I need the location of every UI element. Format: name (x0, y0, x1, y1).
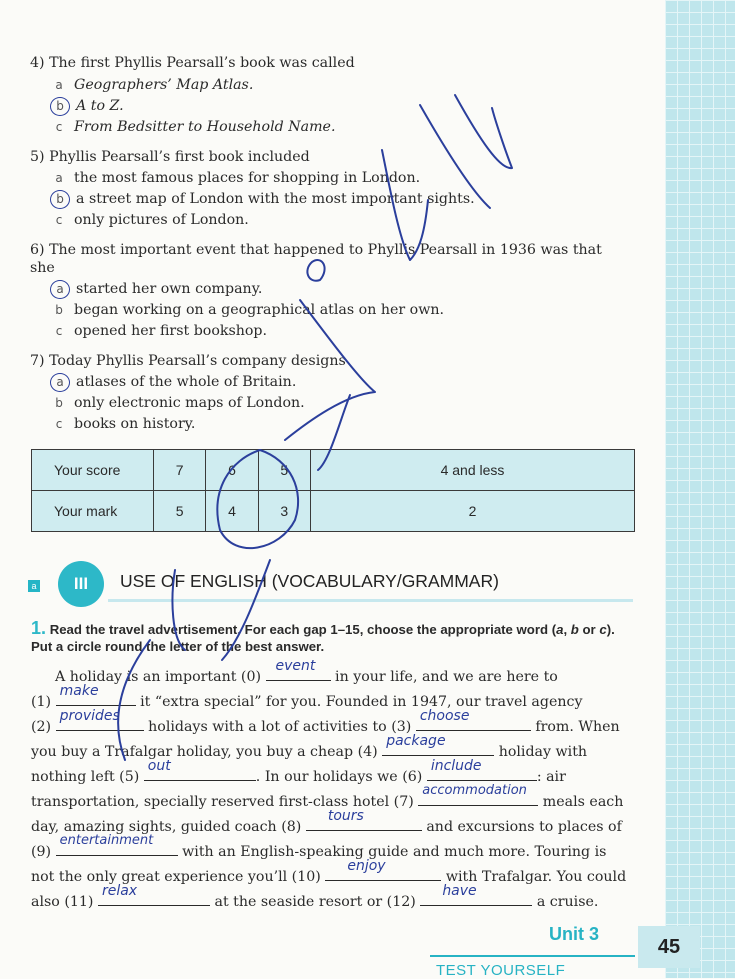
option-text: atlases of the whole of Britain. (76, 374, 297, 390)
question-6-stem: 6) The most important event that happened to Phyllis Pearsall in 1936 was that (30, 242, 602, 258)
table-cell: 5 (258, 450, 310, 491)
gap-9[interactable] (56, 833, 178, 856)
option-letter: c (55, 324, 63, 338)
question-7-option-a[interactable] (50, 372, 296, 393)
passage-line-5 (31, 758, 635, 790)
question-5-option-a[interactable] (50, 168, 420, 189)
passage-text: . In our holidays we (6) (255, 769, 423, 785)
option-text: A to Z. (76, 98, 124, 114)
passage-text: day, amazing sights, guided coach (8) (31, 819, 302, 835)
table-cell: 5 (154, 491, 206, 532)
gap-2[interactable] (56, 708, 144, 731)
passage-text: meals each (542, 794, 624, 810)
question-4-option-b[interactable] (50, 96, 124, 117)
option-text: began working on a geographical atlas on her own. (74, 302, 444, 318)
question-6-option-a[interactable] (50, 279, 262, 300)
score-table (31, 449, 635, 532)
row-label: Your score (32, 450, 154, 491)
passage-text: holidays with a lot of activities to (3) (148, 719, 412, 735)
option-text: started her own company. (76, 281, 263, 297)
question-7-option-b[interactable] (50, 393, 305, 414)
gap-12[interactable] (420, 883, 532, 906)
option-letter-circled: a (50, 280, 70, 299)
passage-line-4 (31, 733, 635, 765)
passage-line-3 (31, 708, 635, 740)
question-7-option-c[interactable] (50, 414, 195, 435)
gap-3[interactable] (416, 708, 531, 731)
question-6-option-b[interactable] (50, 300, 444, 321)
table-row (32, 491, 635, 532)
option-letter-circled: a (50, 373, 70, 392)
passage-text: nothing left (5) (31, 769, 140, 785)
option-text: opened her first bookshop. (74, 323, 268, 339)
handwritten-answer: package (386, 733, 446, 750)
gap-1[interactable] (56, 683, 136, 706)
instruction-italic: a (556, 622, 564, 637)
section-header (28, 561, 633, 605)
passage-text: (1) (31, 694, 52, 710)
handwritten-answer: include (430, 758, 482, 775)
option-text: books on history. (74, 416, 196, 432)
footer-rule (430, 955, 635, 957)
question-6-stem-continued: she (30, 260, 55, 276)
passage-text: you buy a Trafalgar holiday, you buy a cheap (4) (31, 744, 378, 760)
page-edge-grid (665, 0, 735, 978)
gap-8[interactable] (306, 808, 422, 831)
passage-text: it “extra special” for you. Founded in 1947, our travel agency (140, 694, 583, 710)
gap-5[interactable] (144, 758, 256, 781)
question-4-option-a[interactable] (50, 75, 253, 96)
question-5-option-b[interactable] (50, 189, 475, 210)
pen-stroke (307, 260, 324, 281)
option-letter: c (55, 417, 63, 431)
handwritten-answer: enjoy (347, 858, 386, 875)
option-text: From Bedsitter to Household Name. (74, 119, 336, 135)
passage-text: a cruise. (536, 894, 599, 910)
passage-text: also (11) (31, 894, 94, 910)
table-cell: 7 (154, 450, 206, 491)
question-6-option-c[interactable] (50, 321, 267, 342)
option-letter: a (55, 171, 63, 185)
question-5-stem: 5) Phyllis Pearsall’s first book included (30, 149, 310, 165)
gap-0[interactable] (266, 658, 331, 681)
passage-text: : air (536, 769, 566, 785)
passage-line-2 (31, 683, 635, 715)
instruction-text: Read the travel advertisement. For each gap 1–15, choose the appropriate word ( (49, 622, 557, 637)
passage-line-1 (55, 658, 635, 690)
handwritten-answer: out (147, 758, 171, 775)
option-letter: c (55, 213, 63, 227)
table-cell: 3 (258, 491, 310, 532)
passage-text: at the seaside resort or (12) (214, 894, 416, 910)
passage-text: transportation, specially reserved first-class hotel (7) (31, 794, 414, 810)
instruction-text: ). Put a circle round the letter of the best answer. (31, 622, 615, 654)
passage-text: in your life, and we are here to (335, 669, 558, 685)
option-letter: b (55, 396, 63, 410)
task-instruction: 1. Read the travel advertisement. For each gap 1–15, choose the appropriate word (a, b or c). Put a circle round the letter of the best answer. (31, 618, 615, 654)
section-underline (108, 599, 633, 602)
handwritten-answer: tours (327, 808, 364, 825)
running-title: TEST YOURSELF (436, 962, 566, 979)
handwritten-answer: make (59, 683, 99, 700)
option-text: only electronic maps of London. (74, 395, 305, 411)
page-number: 45 (638, 926, 700, 968)
handwritten-answer: choose (419, 708, 470, 725)
table-cell: 6 (206, 450, 258, 491)
passage-text: (9) (31, 844, 52, 860)
handwritten-answer: have (442, 883, 477, 900)
option-letter: b (55, 303, 63, 317)
section-number-badge: III (58, 561, 104, 607)
instruction-text: or (582, 622, 600, 637)
table-cell: 4 (206, 491, 258, 532)
handwritten-answer: entertainment (59, 833, 154, 849)
section-marker-square: a (28, 580, 40, 592)
passage-text: from. When (535, 719, 620, 735)
instruction-italic: c (599, 622, 607, 637)
gap-7[interactable] (418, 783, 538, 806)
passage-text: with an English-speaking guide and much more. Touring is (182, 844, 607, 860)
row-label: Your mark (32, 491, 154, 532)
passage-text: not the only great experience you’ll (10) (31, 869, 321, 885)
option-letter-circled: b (50, 190, 70, 209)
gap-6[interactable] (427, 758, 537, 781)
handwritten-answer: accommodation (422, 783, 527, 799)
passage-text: with Trafalgar. You could (445, 869, 627, 885)
option-letter: c (55, 120, 63, 134)
gap-10[interactable] (325, 858, 441, 881)
passage-text: A holiday is an important (0) (55, 669, 262, 685)
option-text: the most famous places for shopping in London. (74, 170, 421, 186)
option-text: only pictures of London. (74, 212, 249, 228)
passage-line-10 (31, 883, 635, 915)
question-4-stem: 4) The first Phyllis Pearsall’s book was called (30, 55, 355, 71)
gap-11[interactable] (98, 883, 210, 906)
passage-text: and excursions to places of (426, 819, 622, 835)
question-4-option-c[interactable] (50, 117, 335, 138)
table-cell: 2 (310, 491, 634, 532)
option-letter: a (55, 78, 63, 92)
task-number: 1. (31, 618, 47, 638)
section-title: USE OF ENGLISH (VOCABULARY/GRAMMAR) (120, 571, 499, 591)
passage-text: (2) (31, 719, 52, 735)
handwritten-answer: provides (59, 708, 120, 725)
question-5-option-c[interactable] (50, 210, 249, 231)
handwritten-answer: relax (101, 883, 138, 900)
table-row (32, 450, 635, 491)
instruction-italic: b (570, 622, 579, 637)
passage-line-8 (31, 833, 635, 865)
unit-label: Unit 3 (549, 924, 600, 944)
gap-4[interactable] (382, 733, 494, 756)
passage-text: holiday with (498, 744, 588, 760)
option-text: Geographers’ Map Atlas. (74, 77, 254, 93)
handwritten-answer: event (275, 658, 316, 675)
option-text: a street map of London with the most important sights. (76, 191, 475, 207)
question-7-stem: 7) Today Phyllis Pearsall’s company designs (30, 353, 346, 369)
option-letter-circled: b (50, 97, 70, 116)
table-cell: 4 and less (310, 450, 634, 491)
